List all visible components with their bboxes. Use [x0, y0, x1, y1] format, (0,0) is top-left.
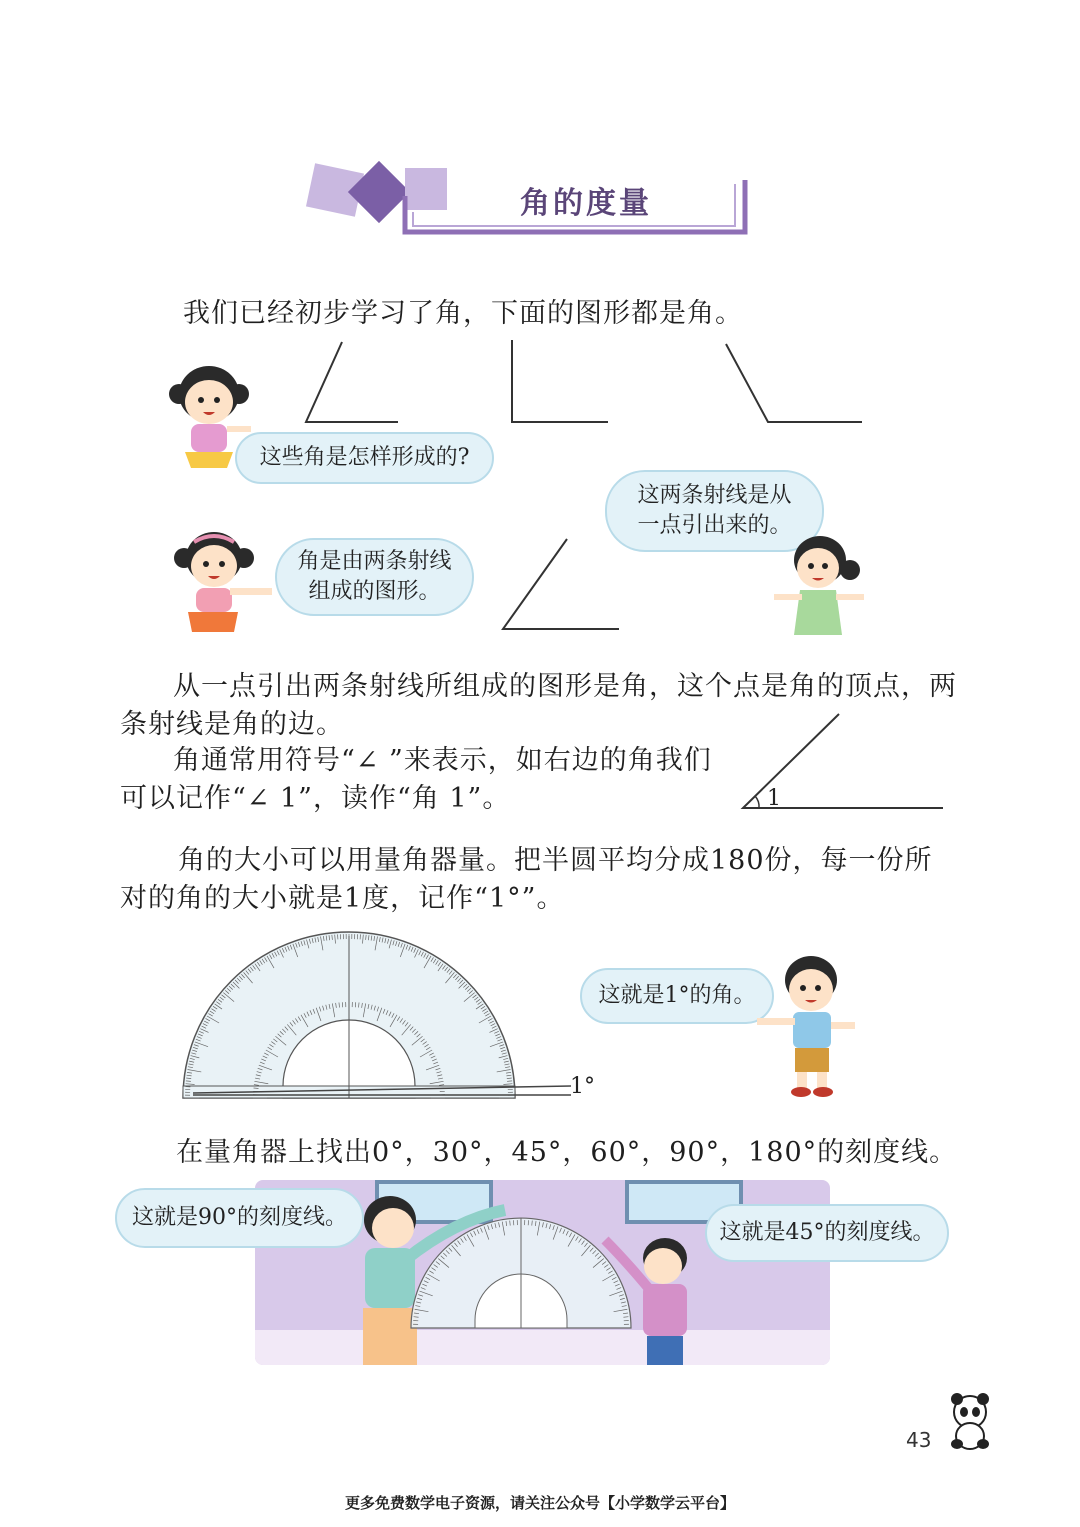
page-title: 角的度量	[520, 186, 652, 221]
angle-acute-1	[306, 342, 398, 422]
speech-bubble-boy2	[705, 1204, 949, 1262]
bubble-text-girl2-line2: 组成的图形。	[308, 579, 441, 604]
bubble-text-girl1: 这些角是怎样形成的?	[259, 445, 470, 470]
angle-right	[512, 340, 608, 422]
page-number: 43	[906, 1428, 932, 1452]
task-text: 在量角器上找出0°，30°，45°，60°，90°，180°的刻度线。	[176, 1137, 958, 1168]
definition-line-2: 条射线是角的边。	[120, 709, 344, 740]
symbol-line-2: 可以记作“∠ 1”，读作“角 1”。	[120, 783, 511, 814]
bubble-text-boy2: 这就是45°的刻度线。	[719, 1220, 935, 1245]
example-angle-middle	[495, 535, 625, 635]
panda-icon	[945, 1392, 995, 1452]
symbol-line-1: 角通常用符号“∠ ”来表示，如右边的角我们	[173, 745, 712, 776]
speech-bubble-girl1	[235, 432, 494, 484]
definition-line-1: 从一点引出两条射线所组成的图形是角，这个点是角的顶点，两	[173, 671, 957, 702]
girl-illustration-2	[170, 528, 275, 643]
bubble-text-girl3-line2: 一点引出来的。	[637, 513, 792, 538]
one-degree-label: 1°	[570, 1074, 595, 1099]
protractor	[175, 930, 575, 1105]
title-banner	[305, 160, 755, 240]
bubble-text-girl2-line1: 角是由两条射线	[297, 549, 452, 574]
speech-bubble-girl2	[275, 538, 474, 616]
girl-illustration-3	[770, 530, 870, 645]
angle-obtuse	[726, 344, 862, 422]
angle-one-label: 1	[767, 786, 781, 811]
bubble-text-boy1: 这就是1°的角。	[598, 983, 756, 1008]
degree-line-2: 对的角的大小就是1度，记作“1°”。	[120, 883, 565, 914]
bubble-text-girl3-line1: 这两条射线是从	[637, 483, 792, 508]
bubble-text-teacher: 这就是90°的刻度线。	[132, 1205, 347, 1230]
footer-text: 更多免费数学电子资源，请关注公众号【小学数学云平台】	[344, 1494, 735, 1512]
example-angles	[290, 330, 880, 430]
intro-text: 我们已经初步学习了角，下面的图形都是角。	[183, 298, 743, 329]
speech-bubble-boy1	[580, 968, 774, 1024]
degree-line-1: 角的大小可以用量角器量。把半圆平均分成180份，每一份所	[178, 845, 933, 876]
boy-illustration-1	[755, 950, 860, 1100]
speech-bubble-teacher	[115, 1188, 364, 1248]
